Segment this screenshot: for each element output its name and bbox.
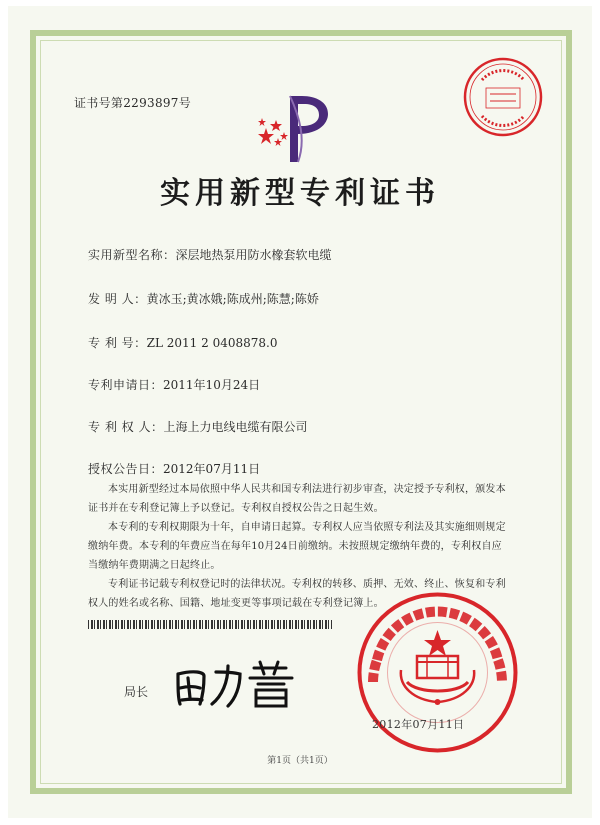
barcode — [88, 620, 332, 629]
filing-date-row — [88, 376, 260, 393]
body-paragraph: 本专利的专利权期限为十年，自申请日起算。专利权人应当依照专利法及其实施细则规定缴纳年费。本专利的年费应当在每年10月24日前缴纳。未按照规定缴纳年费的，专利权自应当缴纳年费期满之日起终止。 — [88, 522, 506, 571]
patent-number-label: 专 利 号： — [88, 336, 147, 350]
inventor-value: 黄冰玉;黄冰娥;陈成州;陈慧;陈娇 — [146, 292, 319, 306]
grant-date-row — [88, 460, 260, 477]
patentee-label: 专 利 权 人： — [88, 420, 164, 434]
patentee-row — [88, 418, 307, 435]
page-number: 第1页（共1页） — [267, 756, 333, 766]
inventor-row — [88, 290, 319, 307]
grant-date-label: 授权公告日： — [88, 462, 164, 476]
patent-number-row — [88, 334, 277, 351]
patentee-value: 上海上力电线电缆有限公司 — [163, 420, 308, 434]
sipo-logo-icon — [254, 88, 336, 170]
certificate-number: 证书号第2293897号 — [74, 96, 192, 110]
utility-model-name-value: 深层地热泵用防水橡套软电缆 — [175, 248, 332, 262]
tax-stamp-seal — [462, 56, 544, 138]
filing-date-value: 2011年10月24日 — [163, 378, 261, 392]
inventor-label: 发 明 人： — [88, 292, 147, 306]
grant-date-value: 2012年07月11日 — [163, 462, 261, 476]
body-paragraph: 本实用新型经过本局依照中华人民共和国专利法进行初步审查，决定授予专利权，颁发本证书并在专利登记簿上予以登记。专利权自授权公告之日起生效。 — [88, 484, 506, 514]
director-signature — [170, 658, 300, 710]
patent-number-value: ZL 2011 2 0408878.0 — [146, 336, 278, 350]
utility-model-name-row — [88, 246, 332, 263]
filing-date-label: 专利申请日： — [88, 378, 164, 392]
seal-date: 2012年07月11日 — [372, 718, 465, 731]
director-label: 局长 — [124, 685, 149, 699]
utility-model-name-label: 实用新型名称： — [88, 248, 176, 262]
body-paragraph: 专利证书记载专利权登记时的法律状况。专利权的转移、质押、无效、终止、恢复和专利权人的姓名或名称、国籍、地址变更等事项记载在专利登记簿上。 — [88, 579, 506, 609]
certificate-title: 实用新型专利证书 — [160, 176, 440, 211]
